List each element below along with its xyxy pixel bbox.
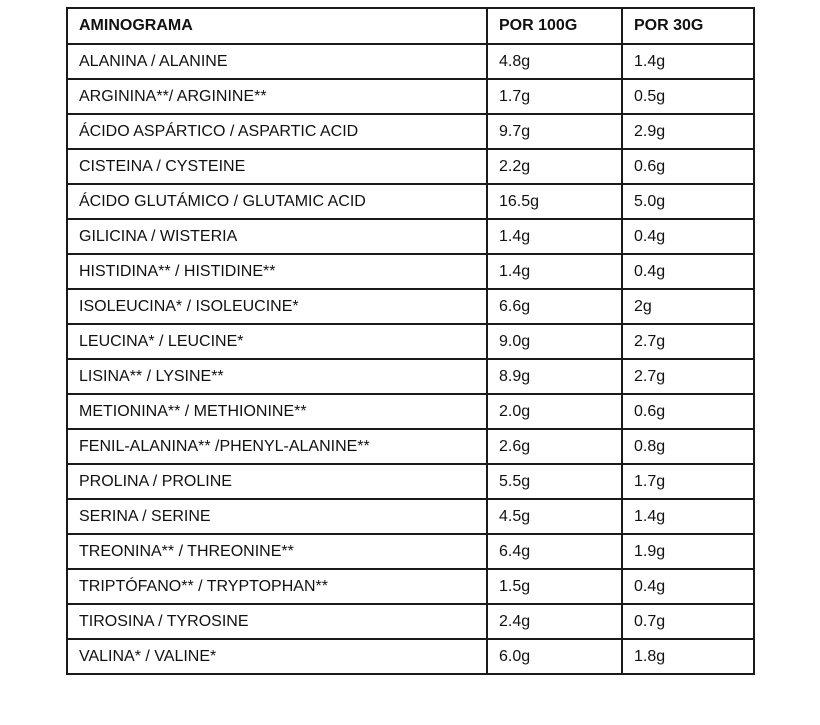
per-30g-value-cell: 5.0g	[622, 184, 754, 219]
per-30g-value-cell: 1.4g	[622, 499, 754, 534]
table-row	[67, 149, 754, 184]
amino-acid-name-cell: ARGININA**/ ARGININE**	[67, 79, 487, 114]
table-row	[67, 604, 754, 639]
amino-acid-name-cell: LISINA** / LYSINE**	[67, 359, 487, 394]
amino-acid-name-cell: METIONINA** / METHIONINE**	[67, 394, 487, 429]
table-row	[67, 394, 754, 429]
per-100g-value-cell: 5.5g	[487, 464, 622, 499]
table-row	[67, 569, 754, 604]
per-30g-value-cell: 0.4g	[622, 569, 754, 604]
amino-acid-name-cell: ÁCIDO ASPÁRTICO / ASPARTIC ACID	[67, 114, 487, 149]
per-30g-value-cell: 1.7g	[622, 464, 754, 499]
amino-acid-name-cell: TREONINA** / THREONINE**	[67, 534, 487, 569]
amino-acid-name-cell: ALANINA / ALANINE	[67, 44, 487, 79]
per-30g-value-cell: 0.6g	[622, 149, 754, 184]
table-row	[67, 114, 754, 149]
table-row	[67, 499, 754, 534]
header-por-100g: POR 100G	[487, 8, 622, 44]
per-30g-value-cell: 2.9g	[622, 114, 754, 149]
per-100g-value-cell: 9.7g	[487, 114, 622, 149]
amino-acid-name-cell: HISTIDINA** / HISTIDINE**	[67, 254, 487, 289]
table-body	[67, 44, 754, 674]
table-row	[67, 639, 754, 674]
per-30g-value-cell: 0.6g	[622, 394, 754, 429]
per-100g-value-cell: 6.4g	[487, 534, 622, 569]
per-100g-value-cell: 2.4g	[487, 604, 622, 639]
aminogram-table-container	[66, 7, 753, 675]
table-row	[67, 324, 754, 359]
amino-acid-name-cell: ISOLEUCINA* / ISOLEUCINE*	[67, 289, 487, 324]
per-100g-value-cell: 1.4g	[487, 219, 622, 254]
header-por-30g: POR 30G	[622, 8, 754, 44]
amino-acid-name-cell: GILICINA / WISTERIA	[67, 219, 487, 254]
amino-acid-name-cell: CISTEINA / CYSTEINE	[67, 149, 487, 184]
per-30g-value-cell: 0.4g	[622, 219, 754, 254]
amino-acid-name-cell: SERINA / SERINE	[67, 499, 487, 534]
table-row	[67, 359, 754, 394]
table-row	[67, 534, 754, 569]
table-row	[67, 79, 754, 114]
amino-acid-name-cell: TIROSINA / TYROSINE	[67, 604, 487, 639]
per-100g-value-cell: 1.5g	[487, 569, 622, 604]
table-row	[67, 219, 754, 254]
per-30g-value-cell: 1.8g	[622, 639, 754, 674]
per-100g-value-cell: 2.2g	[487, 149, 622, 184]
per-30g-value-cell: 0.7g	[622, 604, 754, 639]
amino-acid-name-cell: PROLINA / PROLINE	[67, 464, 487, 499]
amino-acid-name-cell: LEUCINA* / LEUCINE*	[67, 324, 487, 359]
table-row	[67, 184, 754, 219]
per-100g-value-cell: 6.0g	[487, 639, 622, 674]
per-100g-value-cell: 16.5g	[487, 184, 622, 219]
per-30g-value-cell: 0.8g	[622, 429, 754, 464]
per-100g-value-cell: 2.0g	[487, 394, 622, 429]
table-row	[67, 44, 754, 79]
per-30g-value-cell: 2.7g	[622, 324, 754, 359]
per-100g-value-cell: 6.6g	[487, 289, 622, 324]
table-row	[67, 289, 754, 324]
per-100g-value-cell: 8.9g	[487, 359, 622, 394]
per-100g-value-cell: 9.0g	[487, 324, 622, 359]
per-100g-value-cell: 1.4g	[487, 254, 622, 289]
table-header-row	[67, 8, 754, 44]
per-30g-value-cell: 1.4g	[622, 44, 754, 79]
per-100g-value-cell: 4.5g	[487, 499, 622, 534]
per-30g-value-cell: 2.7g	[622, 359, 754, 394]
per-100g-value-cell: 2.6g	[487, 429, 622, 464]
header-aminograma: AMINOGRAMA	[67, 8, 487, 44]
amino-acid-name-cell: FENIL-ALANINA** /PHENYL-ALANINE**	[67, 429, 487, 464]
per-30g-value-cell: 2g	[622, 289, 754, 324]
amino-acid-name-cell: TRIPTÓFANO** / TRYPTOPHAN**	[67, 569, 487, 604]
table-row	[67, 429, 754, 464]
amino-acid-name-cell: ÁCIDO GLUTÁMICO / GLUTAMIC ACID	[67, 184, 487, 219]
per-100g-value-cell: 1.7g	[487, 79, 622, 114]
per-30g-value-cell: 0.4g	[622, 254, 754, 289]
per-30g-value-cell: 1.9g	[622, 534, 754, 569]
table-row	[67, 254, 754, 289]
table-row	[67, 464, 754, 499]
amino-acid-name-cell: VALINA* / VALINE*	[67, 639, 487, 674]
per-100g-value-cell: 4.8g	[487, 44, 622, 79]
aminogram-table	[66, 7, 755, 675]
per-30g-value-cell: 0.5g	[622, 79, 754, 114]
